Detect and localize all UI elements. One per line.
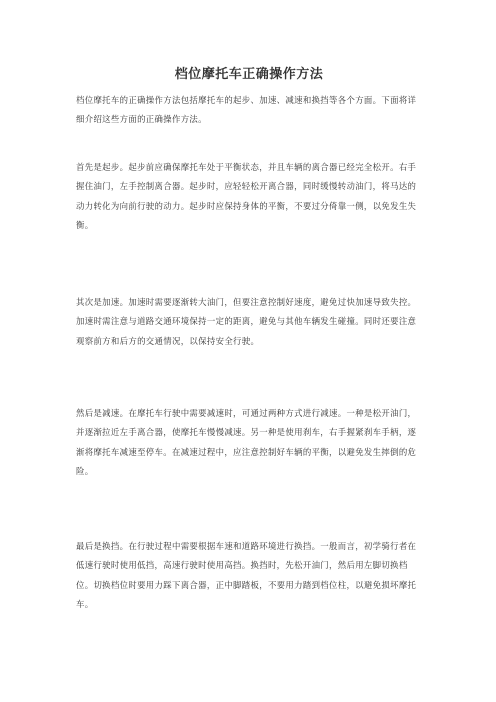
document-page <box>76 0 422 609</box>
paragraph-shift: 最后是换挡。在行驶过程中需要根据车速和道路环境进行换挡。一般而言，初学骑行者在低速行驶时使用低挡，高速行驶时使用高挡。换挡时，先松开油门，然后用左脚切换档位。切换档位时要用力踩下离合器，正中脚踏板，不要用力踏到档位柱，以避免损坏摩托车。 <box>76 541 417 609</box>
document-title: 档位摩托车正确操作方法 <box>174 67 324 82</box>
paragraph-intro: 档位摩托车的正确操作方法包括摩托车的起步、加速、减速和换挡等各个方面。下面将详细介绍这些方面的正确操作方法。 <box>76 95 417 125</box>
paragraph-decelerate: 然后是减速。在摩托车行驶中需要减速时，可通过两种方式进行减速。一种是松开油门，并逐渐拉近左手离合器，使摩托车慢慢减速。另一种是使用刹车，右手握紧刹车手柄，逐渐将摩托车减速至停车。在减速过程中，应注意控制好车辆的平衡，以避免发生摔倒的危险。 <box>76 408 417 476</box>
paragraph-accelerate: 其次是加速。加速时需要逐渐转大油门，但要注意控制好速度，避免过快加速导致失控。加速时需注意与道路交通环境保持一定的距离，避免与其他车辆发生碰撞。同时还要注意观察前方和后方的交通情况，以保持安全行驶。 <box>76 297 417 346</box>
paragraph-start: 首先是起步。起步前应确保摩托车处于平衡状态，并且车辆的离合器已经完全松开。右手握住油门，左手控制离合器。起步时，应轻轻松开离合器，同时缓慢转动油门，将马达的动力转化为向前行驶的动力。起步时应保持身体的平衡，不要过分倚靠一侧，以免发生失衡。 <box>76 162 417 230</box>
